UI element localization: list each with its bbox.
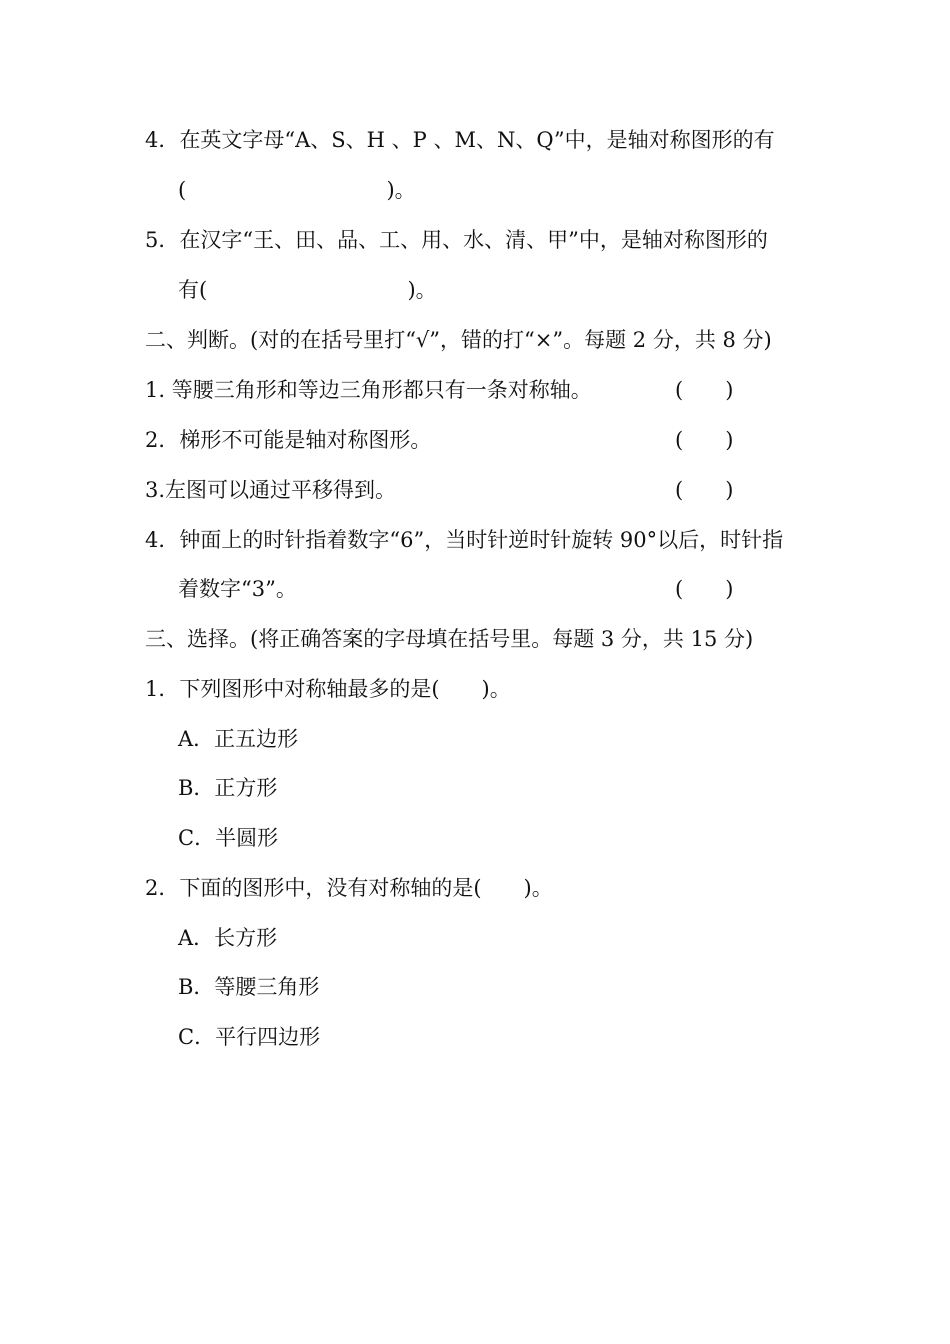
choice-q2-option-a: A．长方形 xyxy=(178,926,278,950)
choice-heading: 三、选择。(将正确答案的字母填在括号里。每题 3 分，共 15 分) xyxy=(145,627,754,651)
judge-answer-paren-3[interactable]: ( ) xyxy=(675,478,734,502)
choice-q2-stem: 2．下面的图形中，没有对称轴的是( )。 xyxy=(145,876,553,900)
choice-q1-option-a: A．正五边形 xyxy=(178,727,299,751)
judge-item-1: 1. 等腰三角形和等边三角形都只有一条对称轴。 xyxy=(145,378,592,402)
judge-item-3: 3.左图可以通过平移得到。 xyxy=(145,478,397,502)
judge-item-4-line1: 4．钟面上的时针指着数字“6”，当时针逆时针旋转 90°以后，时针指 xyxy=(145,528,784,552)
fill-q5-blank-line: 有( )。 xyxy=(178,278,437,302)
choice-q2-option-c: C．平行四边形 xyxy=(178,1025,321,1049)
judge-answer-paren-4[interactable]: ( ) xyxy=(675,577,734,601)
choice-q2-option-b: B．等腰三角形 xyxy=(178,975,320,999)
judge-item-4-line2: 着数字“3”。 xyxy=(178,577,297,601)
fill-q4-blank-line: ( )。 xyxy=(178,178,416,202)
judge-heading: 二、判断。(对的在括号里打“√”，错的打“×”。每题 2 分，共 8 分) xyxy=(145,328,772,352)
judge-answer-paren-2[interactable]: ( ) xyxy=(675,428,734,452)
choice-q1-option-c: C．半圆形 xyxy=(178,826,279,850)
choice-q1-option-b: B．正方形 xyxy=(178,776,278,800)
fill-q4-line1: 4．在英文字母“A、S、H 、P 、M、N、Q”中，是轴对称图形的有 xyxy=(145,128,775,152)
judge-answer-paren-1[interactable]: ( ) xyxy=(675,378,734,402)
judge-item-2: 2．梯形不可能是轴对称图形。 xyxy=(145,428,432,452)
choice-q1-stem: 1．下列图形中对称轴最多的是( )。 xyxy=(145,677,511,701)
fill-q5-line1: 5．在汉字“王、田、品、工、用、水、清、甲”中，是轴对称图形的 xyxy=(145,228,768,252)
